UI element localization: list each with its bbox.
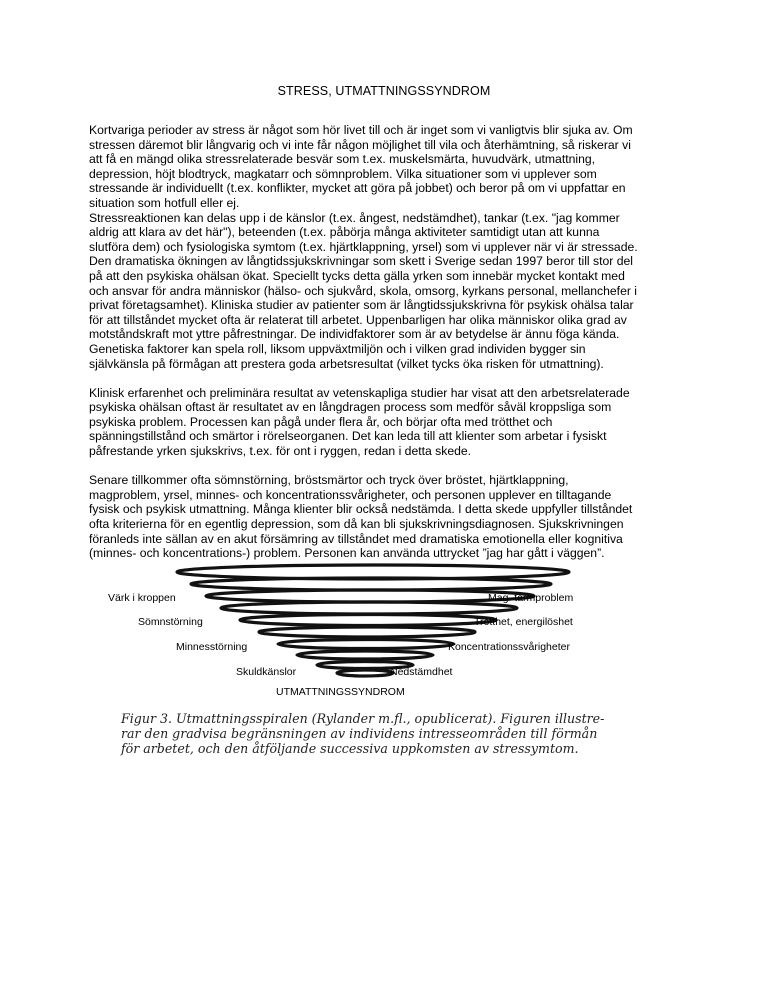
spiral-ring-5 [240,615,496,626]
text-line: på att den psykiska ohälsan ökat. Speciellt tycks detta gälla yrken som innebär mycket kontakt med [89,268,625,283]
text-line: depression, höjt blodtryck, magkatarr och sömnproblem. Vilka situationer som vi upplever som [89,166,597,181]
paragraph-1 [89,123,681,371]
label-mag-tarmproblem: Mag–tarmproblem [488,592,574,604]
text-line: ofta kriterierna för en egentlig depression, som då kan bli sjukskrivningsdiagnosen. Sjukskrivningen [89,517,624,532]
label-vark-i-kroppen: Värk i kroppen [108,592,176,604]
spiral-ring-4 [221,602,517,614]
text-line: psykiska problem. Processen kan pågå under flera år, och börjar ofta med trötthet och [89,414,553,429]
text-line: privat företagsamhet). Kliniska studier av patienter som är långtidssjukskrivna för psykisk ohälsa talar [89,298,634,313]
label-minnesstorning: Minnesstörning [176,641,248,653]
text-line: att få en mängd olika stressrelaterade besvär som t.ex. muskelsmärta, huvudvärk, utmattning, [89,152,596,167]
paragraph-3 [89,473,681,561]
text-line: Klinisk erfarenhet och preliminära resultat av vetenskapliga studier har visat att den arbetsrelaterade [89,385,630,400]
text-line: föranleds inte sällan av en akut försämring av tillståndet med dramatiska emotionella eller kognitiva [89,531,623,546]
text-line: stressen däremot blir långvarig och vi inte får någon möjlighet till vila och återhämtning, så riskerar vi [89,137,631,152]
caption-line: Figur 3. Utmattningsspiralen (Rylander m.fl., opublicerat). Figuren illustre- [121,711,605,726]
text-line: och ansvar för andra människor (hälso- och sjukvård, skola, omsorg, kyrkans personal, mellanchefer i [89,283,638,298]
text-line: påfrestande yrken sjukskrivs, t.ex. för ont i ryggen, redan i detta skede. [89,444,472,459]
text-line: Stressreaktionen kan delas upp i de känslor (t.ex. ångest, nedstämdhet), tankar (t.ex. "jag kommer [89,210,620,225]
text-line: Senare tillkommer ofta sömnstörning, bröstsmärtor och tryck över bröstet, hjärtklappning, [89,473,569,488]
label-koncentrationssvarigheter: Koncentrationssvårigheter [448,641,570,653]
text-line: slutföra dem) och fysiologiska symtom (t.ex. hjärtklappning, yrsel) som vi upplever när vi är stressade. [89,239,638,254]
body-text [89,123,681,575]
text-line: Genetiska faktorer kan spela roll, liksom uppväxtmiljön och i vilken grad individen bygger sin [89,341,586,356]
figure-caption [121,711,641,756]
text-line: psykiska ohälsan oftast är resultatet av en långdragen process som medför såväl kroppsliga som [89,400,612,415]
text-line: Den dramatiska ökningen av långtidssjukskrivningar som skett i Sverige sedan 1997 beror till stor del [89,254,633,269]
label-utmattningssyndrom: UTMATTNINGSSYNDROM [276,686,405,698]
spiral-ring-10 [337,670,393,676]
paragraph-2 [89,386,681,459]
text-line: spänningstillstånd och smärtor i rörelseorganen. Det kan leda till att klienter som arbetar i fysiskt [89,429,607,444]
text-line: situation som hotfull eller ej. [89,195,240,210]
text-line: magproblem, yrsel, minnes- och koncentrationssvårigheter, och personen upplever en tilltagande [89,487,612,502]
text-line: Kortvariga perioder av stress är något som hör livet till och är inget som vi vanligtvis blir sjuka av. Om [89,123,633,137]
label-trotthet: Trötthet, energilöshet [474,616,573,628]
text-line: motståndskraft mot yttre påfrestningar. De individfaktorer som är av betydelse är ännu föga kända. [89,327,620,342]
text-line: (minnes- och koncentrations-) problem. Personen kan använda uttrycket ”jag har gått i väggen”. [89,546,605,561]
caption-line: för arbetet, och den åtföljande successiva uppkomsten av stressymtom. [121,741,579,756]
label-nedstamdhet: Nedstämdhet [390,666,453,678]
spiral-ring-6 [259,627,475,637]
spiral-ring-8 [297,651,433,659]
caption-line: rar den gradvisa begränsningen av individens intresseområden till förmån [121,726,598,741]
text-line: självkänsla på förmågan att prestera goda arbetsresultat (vilket tycks öka risken för utmattning). [89,356,604,371]
page-title: STRESS, UTMATTNINGSSYNDROM [277,84,491,98]
label-skuldkanslor: Skuldkänslor [236,666,297,678]
label-somnstorning: Sömnstörning [138,616,203,628]
text-line: fysisk och psykisk utmattning. Många klienter blir också nedstämda. I detta skede uppfyller tillståndet [89,502,633,517]
text-line: för att tillståndet mycket ofta är relaterat till arbetet. Uppenbarligen har olika människor olika grad av [89,312,627,327]
text-line: aldrig att klara av det här"), beteenden (t.ex. påbörja många aktiviteter samtidigt utan att kunna [89,225,600,240]
spiral-ring-7 [278,640,454,649]
text-line: stressande är individuellt (t.ex. konflikter, mycket att göra på jobbet) och beror på om vi uppfattar en [89,181,626,196]
spiral-ring-3 [206,590,534,602]
